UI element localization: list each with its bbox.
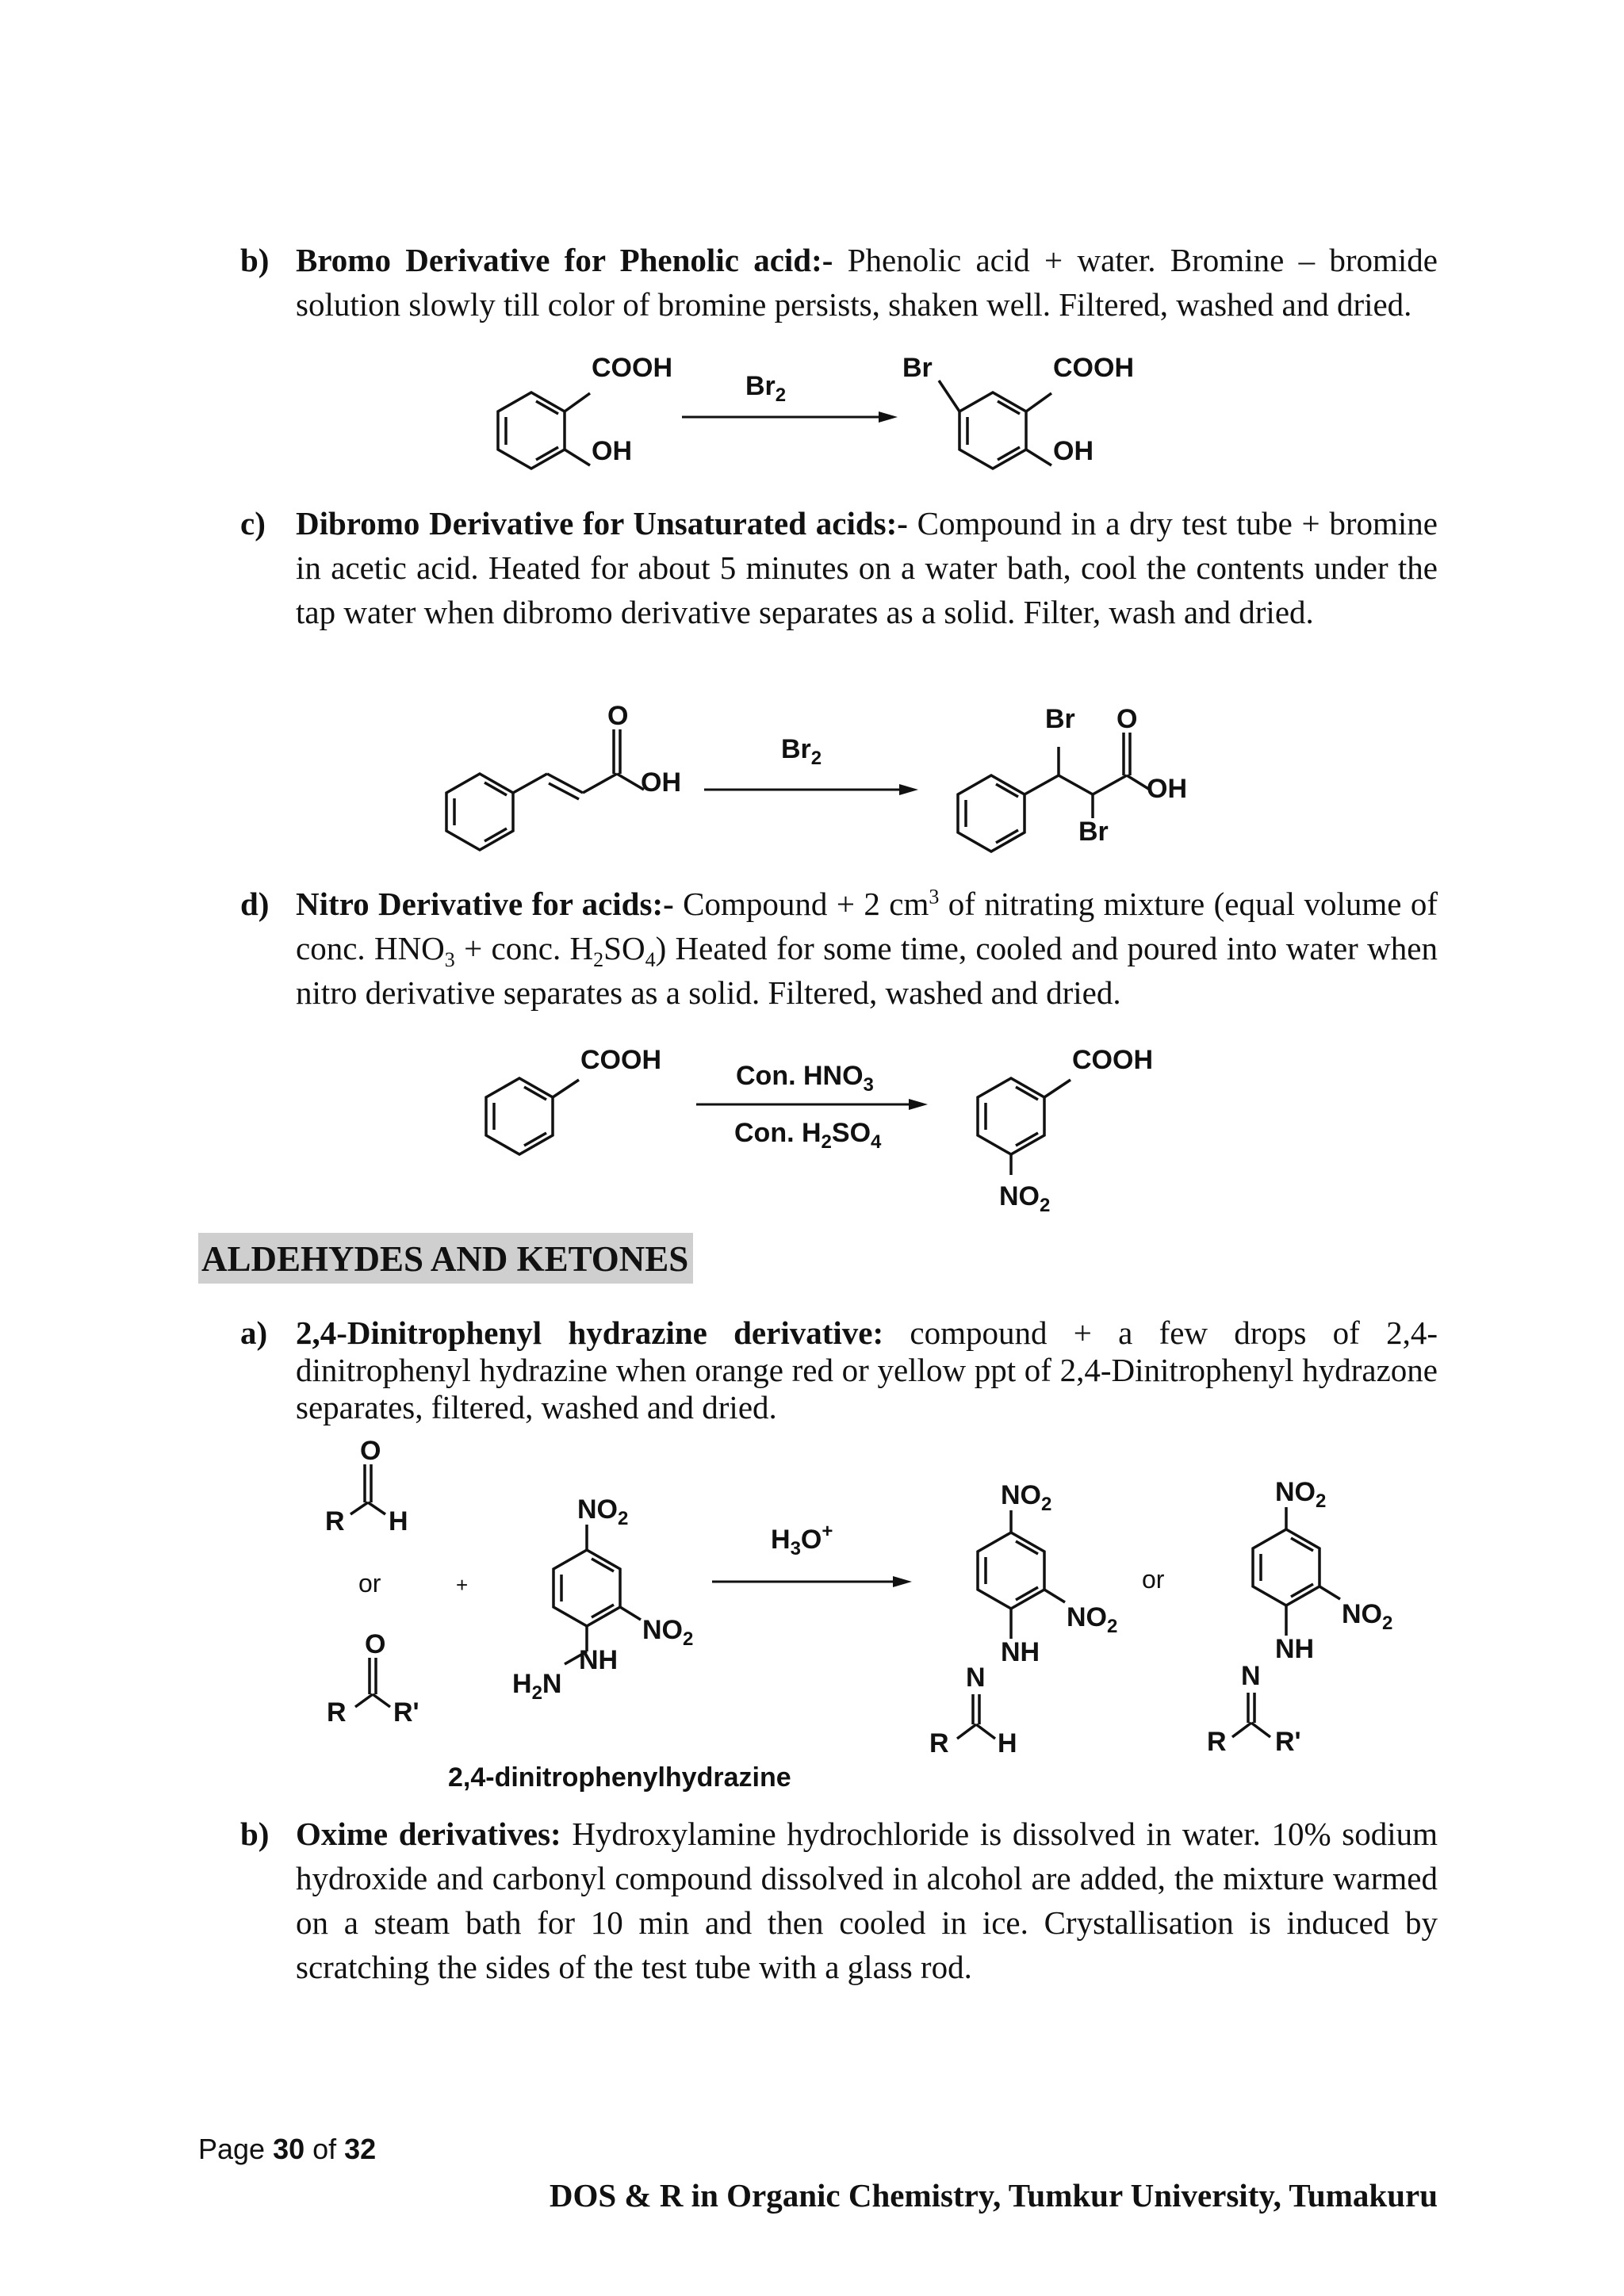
nh-label: NH bbox=[579, 1645, 619, 1675]
o-label: O bbox=[360, 1436, 381, 1466]
oh-label: OH bbox=[592, 436, 632, 466]
cooh-label: COOH bbox=[580, 1045, 661, 1075]
n-label: N bbox=[966, 1663, 986, 1693]
nitration-scheme bbox=[0, 1039, 1624, 1216]
reagent-label: $H_3O^+$ bbox=[771, 1521, 833, 1559]
no2-label: $NO_2$ bbox=[1342, 1599, 1393, 1634]
section-text: Hydroxylamine hydrochloride is dissolved in water. 10% sodium hydroxide and carbonyl compound dissolved in alcohol are added, the mixture warmed on a steam bath for 10 min and then cooled in ice. Crystallisation is induced by scratching the sides of the test tube with a glass rod. bbox=[296, 1816, 1438, 1985]
h-label: H bbox=[389, 1506, 408, 1536]
no2-label: $NO_2$ bbox=[1067, 1602, 1118, 1637]
reagent-caption: 2,4-dinitrophenylhydrazine bbox=[448, 1762, 791, 1793]
section-dnp-derivative bbox=[242, 1314, 1438, 1426]
no2-label: $NO_2$ bbox=[1001, 1480, 1052, 1515]
h2n-label: $H_2N$ bbox=[512, 1669, 562, 1704]
ketone-hydrazone-structure bbox=[1232, 1507, 1340, 1737]
aldehyde-hydrazone-structure bbox=[957, 1510, 1065, 1739]
footer-institution: DOS & R in Organic Chemistry, Tumkur University, Tumakuru bbox=[549, 2177, 1438, 2214]
o-label: O bbox=[607, 701, 629, 731]
section-text: Phenolic acid + water. Bromine – bromide solution slowly till color of bromine persists, shaken well. Filtered, washed and dried. bbox=[296, 242, 1438, 323]
arrowhead bbox=[909, 1099, 928, 1110]
section-text: compound + a few drops of 2,4-dinitrophenyl hydrazine when orange red or yellow ppt of 2,4-Dinitrophenyl hydrazone separates, filtered, washed and dried. bbox=[296, 1314, 1438, 1425]
section-text: Compound + 2 $cm^3$ of nitrating mixture (equal volume of conc. $HNO_3$ + conc. $H_2SO_4$) Heated for some time, cooled and poured into water when nitro derivative separates as a solid. Filtered, washed and dried. bbox=[296, 885, 1438, 1011]
section-dibromo-derivative bbox=[242, 501, 1438, 634]
no2-label: $NO_2$ bbox=[642, 1615, 694, 1650]
reagent-label: $Br_2$ bbox=[745, 371, 787, 406]
section-oxime-derivative bbox=[242, 1812, 1438, 1989]
section-title: Dibromo Derivative for Unsaturated acids:- bbox=[296, 505, 908, 541]
dnp-scheme bbox=[0, 1431, 1624, 1796]
oh-label: OH bbox=[1053, 436, 1094, 466]
br-label: Br bbox=[1045, 704, 1075, 734]
plus-sign: + bbox=[456, 1573, 469, 1597]
n-label: N bbox=[1241, 1661, 1261, 1691]
r-label: R bbox=[327, 1697, 347, 1728]
h-label: H bbox=[998, 1728, 1017, 1758]
section-text: Compound in a dry test tube + bromine in acetic acid. Heated for about 5 minutes on a water bath, cool the contents under the tap water when dibromo derivative separates as a solid. Filter, wash and dried. bbox=[296, 505, 1438, 630]
cooh-label: COOH bbox=[1053, 353, 1134, 383]
no2-label: $NO_2$ bbox=[1275, 1477, 1327, 1512]
dibromo-acid-structure bbox=[958, 733, 1150, 851]
section-bromo-derivative bbox=[242, 238, 1438, 327]
oh-label: OH bbox=[641, 767, 681, 798]
reagent-label-1: Con. $HNO_3$ bbox=[736, 1061, 874, 1096]
dibromination-scheme bbox=[0, 698, 1624, 864]
r-label: R bbox=[929, 1728, 949, 1758]
page-number: Page 30 of 32 bbox=[198, 2133, 377, 2165]
item-label: b) bbox=[240, 242, 270, 278]
item-label: c) bbox=[240, 505, 266, 541]
oh-label: OH bbox=[1147, 774, 1187, 804]
arrowhead bbox=[879, 411, 898, 423]
aldehyde-structure bbox=[350, 1464, 385, 1514]
r-prime-label: R' bbox=[1275, 1727, 1301, 1757]
dnp-reagent-structure bbox=[553, 1525, 641, 1664]
reagent-label-2: Con. $H_2SO_4$ bbox=[734, 1118, 882, 1153]
r-label: R bbox=[325, 1506, 345, 1536]
r-label: R bbox=[1207, 1727, 1227, 1757]
no2-label: $NO_2$ bbox=[577, 1494, 629, 1529]
salicylic-acid-structure bbox=[498, 392, 590, 469]
reagent-label: $Br_2$ bbox=[781, 734, 822, 769]
section-title: Nitro Derivative for acids:- bbox=[296, 886, 674, 922]
o-label: O bbox=[1116, 704, 1138, 734]
bromosalicylic-acid-structure bbox=[939, 381, 1051, 469]
bromination-scheme bbox=[0, 349, 1624, 484]
section-title: Bromo Derivative for Phenolic acid:- bbox=[296, 242, 833, 278]
cooh-label: COOH bbox=[1072, 1045, 1153, 1075]
cinnamic-acid-structure bbox=[446, 729, 644, 850]
br-label: Br bbox=[902, 353, 933, 383]
nh-label: NH bbox=[1001, 1637, 1040, 1667]
section-title: 2,4-Dinitrophenyl hydrazine derivative: bbox=[296, 1314, 884, 1351]
benzoic-acid-structure bbox=[486, 1078, 579, 1154]
nitrobenzoic-acid-structure bbox=[978, 1078, 1071, 1175]
section-heading: ALDEHYDES AND KETONES bbox=[198, 1233, 693, 1284]
item-label: d) bbox=[240, 886, 270, 922]
arrowhead bbox=[899, 784, 918, 795]
o-label: O bbox=[365, 1629, 386, 1659]
item-label: a) bbox=[240, 1314, 268, 1351]
nh-label: NH bbox=[1275, 1634, 1315, 1664]
section-nitro-derivative bbox=[242, 882, 1438, 1015]
arrowhead bbox=[893, 1576, 912, 1587]
item-label: b) bbox=[240, 1816, 270, 1852]
no2-label: $NO_2$ bbox=[999, 1181, 1051, 1216]
cooh-label: COOH bbox=[592, 353, 672, 383]
r-prime-label: R' bbox=[393, 1697, 419, 1728]
ketone-structure bbox=[355, 1658, 390, 1707]
br-label: Br bbox=[1078, 817, 1109, 847]
section-title: Oxime derivatives: bbox=[296, 1816, 561, 1852]
or-label: or bbox=[1142, 1565, 1165, 1594]
or-label: or bbox=[358, 1569, 381, 1598]
